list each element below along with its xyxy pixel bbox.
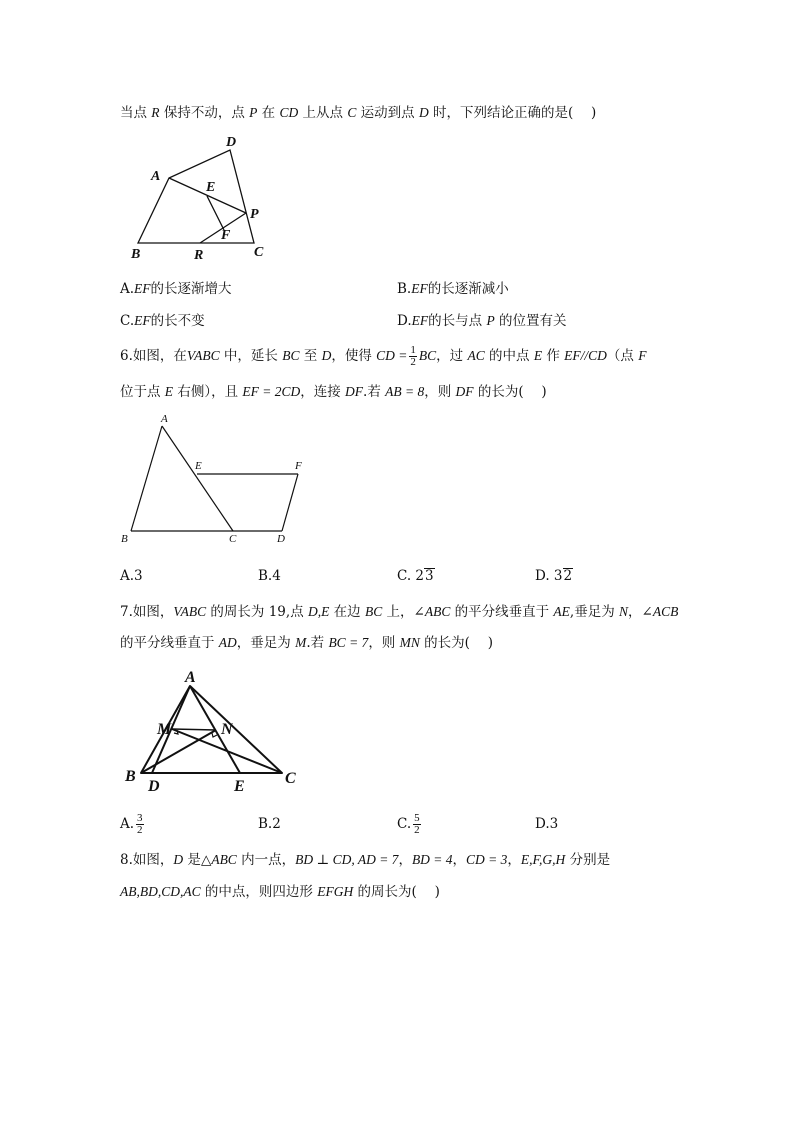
- q7-text: 的平分线垂直于: [120, 635, 219, 651]
- option-var: EF: [411, 313, 429, 328]
- q7-fraction: [413, 813, 421, 836]
- q8-text: 分别是: [565, 852, 611, 868]
- q7-var: N: [619, 604, 629, 619]
- q8-var: D: [173, 852, 184, 867]
- q8-text: 的周长为( ): [353, 884, 440, 900]
- q6-option-a: A.3: [120, 568, 143, 584]
- q7-option-a: [120, 813, 146, 836]
- q5-var-C: C: [347, 105, 357, 120]
- q5-text: 时，下列结论正确的是( ): [428, 105, 597, 121]
- q6-text: 作: [542, 348, 565, 364]
- q7-label-D: D: [148, 778, 160, 795]
- q5-text: 上从点: [298, 105, 348, 121]
- q7-fraction: [136, 813, 144, 836]
- q5-var-CD: CD: [279, 105, 299, 120]
- fraction-denominator: 2: [410, 356, 416, 368]
- q6-label-B: B: [121, 533, 128, 545]
- q7-var: VABC: [173, 604, 207, 619]
- q6-label-F: F: [295, 460, 302, 472]
- q7-option-c: [397, 813, 423, 836]
- q7-label-C: C: [285, 770, 296, 787]
- q8-text: 内一点，: [236, 852, 296, 868]
- q6-var: AB = 8: [385, 384, 425, 399]
- q7-var: ∠ABC: [413, 604, 451, 619]
- q6-text: 的长为( ): [473, 384, 547, 400]
- q6-text: 6.如图，在: [120, 348, 187, 364]
- q6-var: BC: [282, 348, 300, 363]
- q6-var: AC: [467, 348, 485, 363]
- q6-text: 至: [299, 348, 322, 364]
- q7-label-B: B: [125, 768, 136, 785]
- q5-text: 在: [257, 105, 280, 121]
- option-text: 的位置有关: [494, 313, 567, 329]
- fraction-denominator: 2: [414, 824, 420, 836]
- option-var: EF: [411, 281, 428, 296]
- fraction-numerator: 5: [414, 812, 420, 824]
- q5-text: 运动到点: [356, 105, 419, 121]
- q7-text: 上，: [382, 604, 414, 620]
- q7-var: ∠ACB: [641, 604, 679, 619]
- q6-text: 右侧），且: [173, 384, 243, 400]
- q7-text: ,垂足为: [569, 604, 620, 620]
- option-text: 的长逐渐减小: [427, 281, 509, 297]
- fraction-numerator: 3: [137, 812, 143, 824]
- q7-var: D,E: [307, 604, 330, 619]
- option-var: P: [486, 313, 495, 328]
- q7-var: BC = 7: [328, 635, 369, 650]
- q5-text: 当点: [120, 105, 152, 121]
- q7-option-b: B.2: [258, 816, 281, 832]
- q7-option-d: D.3: [535, 816, 559, 832]
- q5-label-A: A: [151, 169, 161, 184]
- q5-label-E: E: [206, 180, 216, 195]
- q7-text: ，则: [368, 635, 400, 651]
- q7-text: .若: [306, 635, 329, 651]
- q7-label-N: N: [221, 721, 233, 738]
- q5-label-P: P: [250, 207, 259, 222]
- q6-text: （点: [606, 348, 639, 364]
- option-var: EF: [134, 313, 151, 328]
- q6-var: VABC: [186, 348, 220, 363]
- q6-var: EF = 2CD: [242, 384, 301, 399]
- q7-label-M: M: [157, 721, 172, 738]
- option-prefix: A.: [120, 281, 135, 297]
- q5-label-C: C: [254, 245, 264, 260]
- option-var: EF: [134, 281, 151, 296]
- q7-text: 在边: [329, 604, 365, 620]
- q7-var: M: [295, 635, 307, 650]
- q7-text: ，: [628, 604, 642, 620]
- q5-label-F: F: [221, 228, 231, 243]
- q8-var: △ABC: [200, 852, 237, 867]
- q8-stem-line2: [120, 883, 440, 901]
- q5-label-D: D: [226, 135, 237, 150]
- q8-text: ，: [507, 852, 521, 868]
- q6-label-A: A: [161, 413, 168, 425]
- q7-var: MN: [399, 635, 420, 650]
- q6-text: .若: [363, 384, 386, 400]
- sqrt-radicand: 2: [563, 568, 573, 584]
- q7-var: AE: [553, 604, 570, 619]
- option-text: 的长不变: [150, 313, 205, 329]
- option-text: C. 2: [397, 568, 425, 584]
- q8-var: BD ⊥ CD, AD = 7: [295, 852, 399, 867]
- option-text: 的长与点: [428, 313, 487, 329]
- q6-label-D: D: [277, 533, 285, 545]
- q8-var: EFGH: [317, 884, 354, 899]
- sqrt-radicand: 3: [425, 568, 434, 584]
- q5-var-R: R: [151, 105, 160, 120]
- fraction-denominator: 2: [137, 824, 143, 836]
- q8-text: ，: [398, 852, 412, 868]
- q5-label-R: R: [194, 248, 204, 263]
- q5-text: 保持不动，点: [159, 105, 250, 121]
- fraction-numerator: 1: [410, 344, 416, 356]
- q6-text: ，使得: [331, 348, 377, 364]
- q6-var: D: [321, 348, 332, 363]
- q8-text: ，: [452, 852, 467, 868]
- q7-label-E: E: [234, 778, 245, 795]
- q7-text: 7.如图，: [120, 604, 174, 620]
- q5-var-D: D: [418, 105, 429, 120]
- q6-var: CD =: [376, 348, 408, 363]
- option-prefix: C.: [120, 313, 135, 329]
- q6-text: ，则: [424, 384, 456, 400]
- option-text: 的长逐渐增大: [150, 281, 232, 297]
- option-text: A.: [120, 816, 135, 832]
- option-text: D. 3: [535, 568, 563, 584]
- option-text: C.: [397, 816, 412, 832]
- option-prefix: D.: [397, 313, 412, 329]
- q6-var: EF//CD: [564, 348, 607, 363]
- q6-var: E: [533, 348, 543, 363]
- q6-var: DF: [345, 384, 364, 399]
- q5-label-B: B: [131, 247, 141, 262]
- q5-var-P: P: [249, 105, 258, 120]
- q6-text: ，连接: [300, 384, 346, 400]
- q6-text: 位于点: [120, 384, 165, 400]
- q6-var: E: [164, 384, 174, 399]
- q7-text: 的平分线垂直于: [450, 604, 554, 620]
- q7-text: ，垂足为: [236, 635, 296, 651]
- q8-text: 的中点，则四边形: [200, 884, 318, 900]
- option-prefix: B.: [397, 281, 412, 297]
- q7-text: 的长为( ): [419, 635, 493, 651]
- q8-var: AB,BD,CD,AC: [120, 884, 201, 899]
- q6-var: BC: [418, 348, 437, 363]
- q8-var: E,F,G,H: [520, 852, 566, 867]
- q7-var: AD: [218, 635, 237, 650]
- q8-var: CD = 3: [466, 852, 508, 867]
- q6-label-E: E: [195, 460, 202, 472]
- q6-option-b: B.4: [258, 568, 281, 584]
- q8-text: 8.如图，: [120, 852, 174, 868]
- q7-text: 的周长为 19,点: [206, 604, 308, 620]
- q6-label-C: C: [229, 533, 237, 545]
- q6-text: 的中点: [484, 348, 534, 364]
- q6-text: 中，延长: [219, 348, 283, 364]
- q6-var: F: [638, 348, 647, 363]
- q7-var: BC: [364, 604, 383, 619]
- q6-text: ，过: [436, 348, 468, 364]
- q8-var: BD = 4: [411, 852, 453, 867]
- q7-label-A: A: [185, 669, 196, 686]
- q6-var: DF: [455, 384, 474, 399]
- q8-stem-line1: [120, 851, 610, 869]
- q7-segment-MN: [172, 729, 216, 730]
- q8-text: 是: [183, 852, 201, 868]
